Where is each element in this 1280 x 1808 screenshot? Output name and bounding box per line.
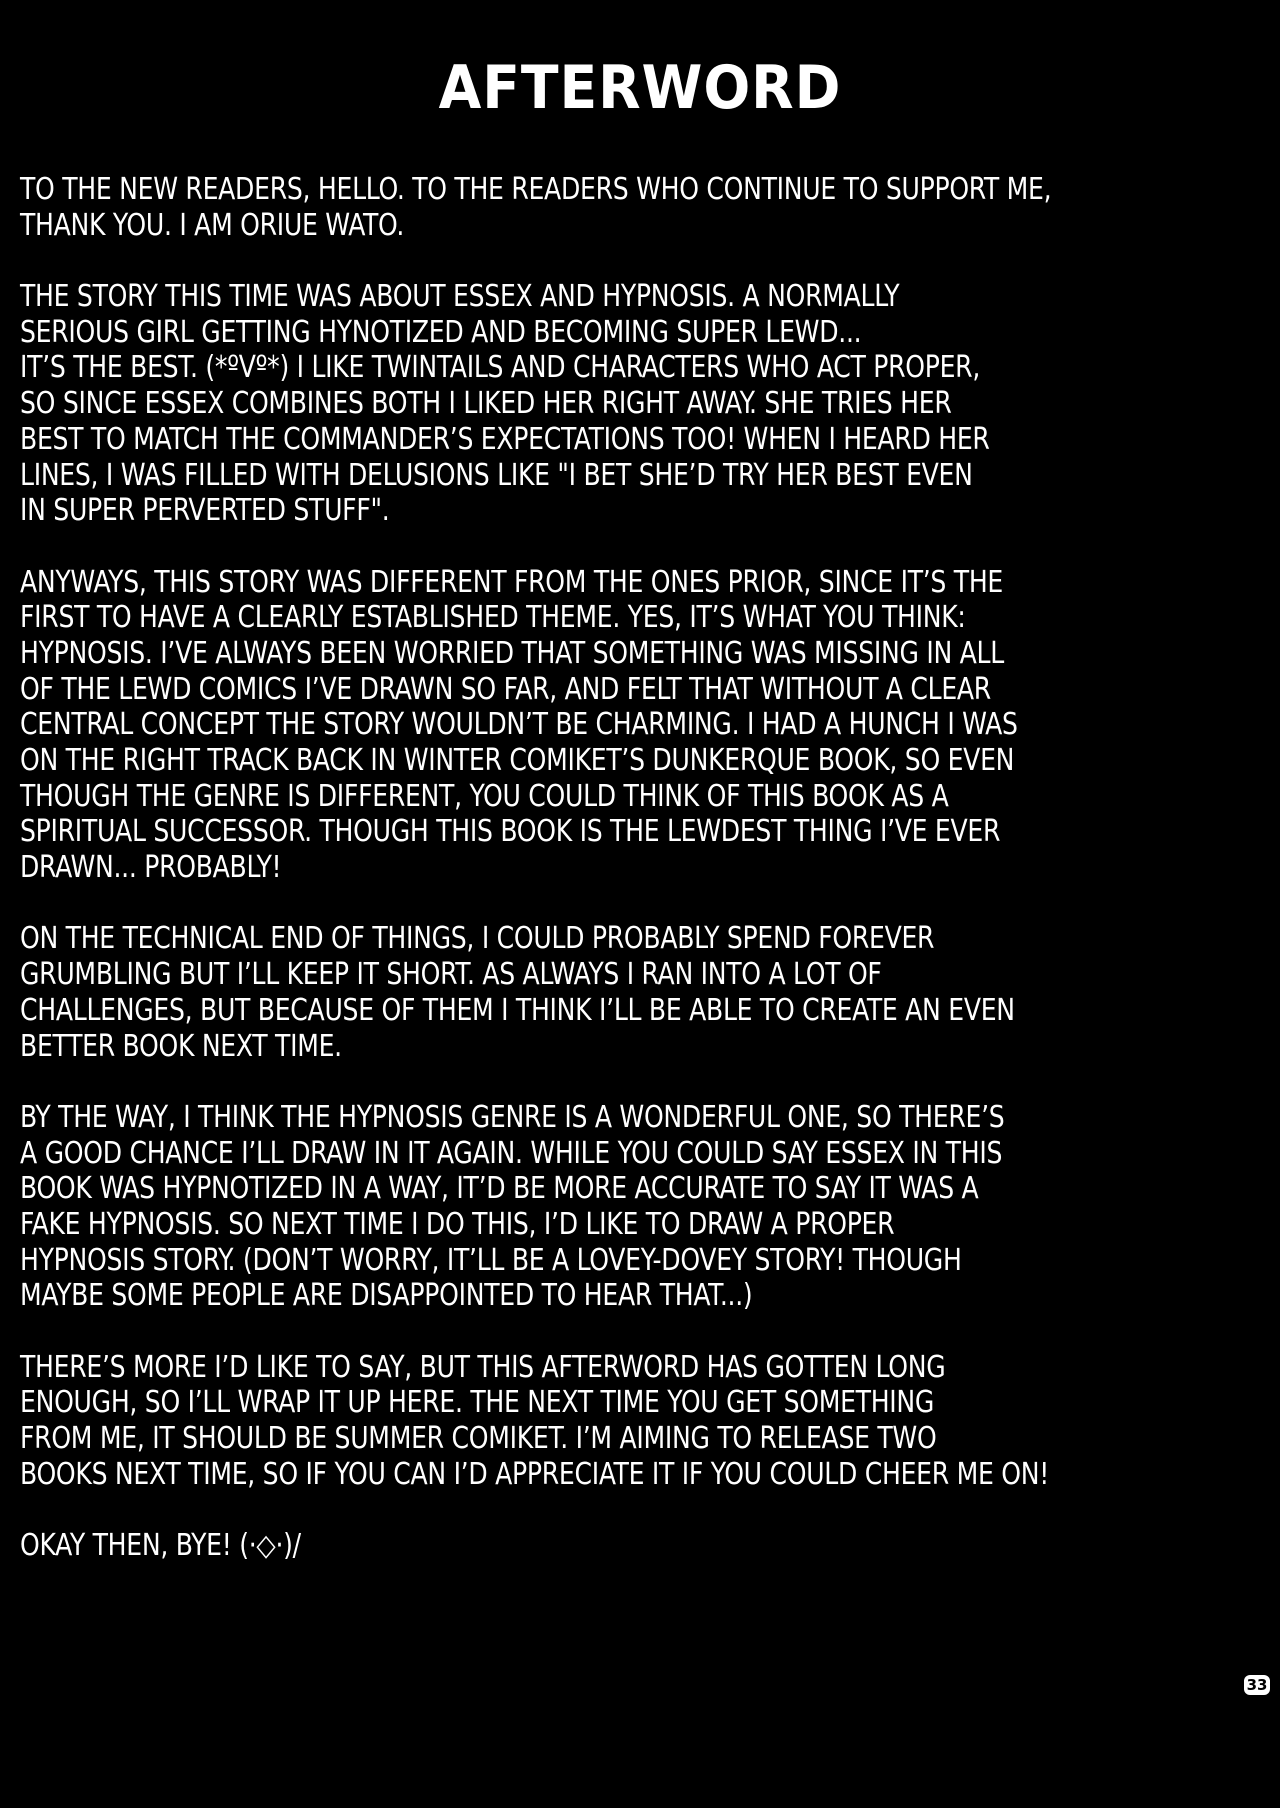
paragraph-story bbox=[20, 279, 1260, 529]
paragraph-farewell bbox=[20, 1528, 1260, 1564]
text-line: BY THE WAY, I THINK THE HYPNOSIS GENRE IS A WONDERFUL ONE, SO THERE’S bbox=[20, 1099, 1005, 1135]
text-line: BOOK WAS HYPNOTIZED IN A WAY, IT’D BE MORE ACCURATE TO SAY IT WAS A bbox=[20, 1171, 979, 1207]
text-line: OKAY THEN, BYE! (·◇·)/ bbox=[20, 1528, 301, 1564]
page-title: AFTERWORD bbox=[438, 53, 842, 123]
text-line: GRUMBLING BUT I’LL KEEP IT SHORT. AS ALWAYS I RAN INTO A LOT OF bbox=[20, 957, 882, 993]
text-line: IN SUPER PERVERTED STUFF". bbox=[20, 493, 390, 529]
text-line: A GOOD CHANCE I’LL DRAW IN IT AGAIN. WHILE YOU COULD SAY ESSEX IN THIS bbox=[20, 1135, 1003, 1171]
text-line: IT’S THE BEST. (*ºVº*) I LIKE TWINTAILS AND CHARACTERS WHO ACT PROPER, bbox=[20, 350, 981, 386]
text-line: TO THE NEW READERS, HELLO. TO THE READERS WHO CONTINUE TO SUPPORT ME, bbox=[20, 172, 1052, 207]
text-line: CHALLENGES, BUT BECAUSE OF THEM I THINK I’LL BE ABLE TO CREATE AN EVEN bbox=[20, 992, 1015, 1028]
text-line: CENTRAL CONCEPT THE STORY WOULDN’T BE CHARMING. I HAD A HUNCH I WAS bbox=[20, 707, 1018, 743]
text-line: FAKE HYPNOSIS. SO NEXT TIME I DO THIS, I’D LIKE TO DRAW A PROPER bbox=[20, 1206, 895, 1242]
paragraph-theme bbox=[20, 565, 1260, 886]
text-line: ON THE TECHNICAL END OF THINGS, I COULD PROBABLY SPEND FOREVER bbox=[20, 921, 935, 957]
text-line: BOOKS NEXT TIME, SO IF YOU CAN I’D APPRECIATE IT IF YOU COULD CHEER ME ON! bbox=[20, 1456, 1050, 1492]
text-line: BETTER BOOK NEXT TIME. bbox=[20, 1028, 342, 1064]
text-line: THOUGH THE GENRE IS DIFFERENT, YOU COULD THINK OF THIS BOOK AS A bbox=[20, 778, 949, 814]
text-line: BEST TO MATCH THE COMMANDER’S EXPECTATIONS TOO! WHEN I HEARD HER bbox=[20, 421, 990, 457]
text-line: FIRST TO HAVE A CLEARLY ESTABLISHED THEME. YES, IT’S WHAT YOU THINK: bbox=[20, 600, 966, 636]
text-line: ANYWAYS, THIS STORY WAS DIFFERENT FROM THE ONES PRIOR, SINCE IT’S THE bbox=[20, 564, 1004, 600]
text-line: SO SINCE ESSEX COMBINES BOTH I LIKED HER RIGHT AWAY. SHE TRIES HER bbox=[20, 386, 952, 422]
paragraph-greeting bbox=[20, 172, 1260, 243]
text-line: THANK YOU. I AM ORIUE WATO. bbox=[20, 207, 405, 243]
text-line: HYPNOSIS STORY. (DON’T WORRY, IT’LL BE A LOVEY-DOVEY STORY! THOUGH bbox=[20, 1242, 962, 1278]
text-line: THERE’S MORE I’D LIKE TO SAY, BUT THIS AFTERWORD HAS GOTTEN LONG bbox=[20, 1349, 946, 1385]
text-line: SPIRITUAL SUCCESSOR. THOUGH THIS BOOK IS THE LEWDEST THING I’VE EVER bbox=[20, 814, 1001, 850]
text-line: HYPNOSIS. I’VE ALWAYS BEEN WORRIED THAT SOMETHING WAS MISSING IN ALL bbox=[20, 635, 1004, 671]
paragraph-technical bbox=[20, 921, 1260, 1064]
text-line: DRAWN... PROBABLY! bbox=[20, 850, 282, 886]
paragraph-hypnosis-genre bbox=[20, 1100, 1260, 1314]
page-number: 33 bbox=[1244, 1675, 1270, 1695]
text-line: FROM ME, IT SHOULD BE SUMMER COMIKET. I’M AIMING TO RELEASE TWO bbox=[20, 1421, 937, 1457]
afterword-body bbox=[20, 172, 1260, 1600]
text-line: MAYBE SOME PEOPLE ARE DISAPPOINTED TO HEAR THAT...) bbox=[20, 1278, 753, 1314]
text-line: OF THE LEWD COMICS I’VE DRAWN SO FAR, AND FELT THAT WITHOUT A CLEAR bbox=[20, 671, 991, 707]
paragraph-closing bbox=[20, 1350, 1260, 1493]
text-line: SERIOUS GIRL GETTING HYNOTIZED AND BECOMING SUPER LEWD... bbox=[20, 314, 862, 350]
text-line: ON THE RIGHT TRACK BACK IN WINTER COMIKET’S DUNKERQUE BOOK, SO EVEN bbox=[20, 743, 1015, 778]
text-line: LINES, I WAS FILLED WITH DELUSIONS LIKE "I BET SHE’D TRY HER BEST EVEN bbox=[20, 457, 973, 493]
text-line: ENOUGH, SO I’LL WRAP IT UP HERE. THE NEXT TIME YOU GET SOMETHING bbox=[20, 1385, 935, 1421]
text-line: THE STORY THIS TIME WAS ABOUT ESSEX AND HYPNOSIS. A NORMALLY bbox=[20, 279, 900, 315]
